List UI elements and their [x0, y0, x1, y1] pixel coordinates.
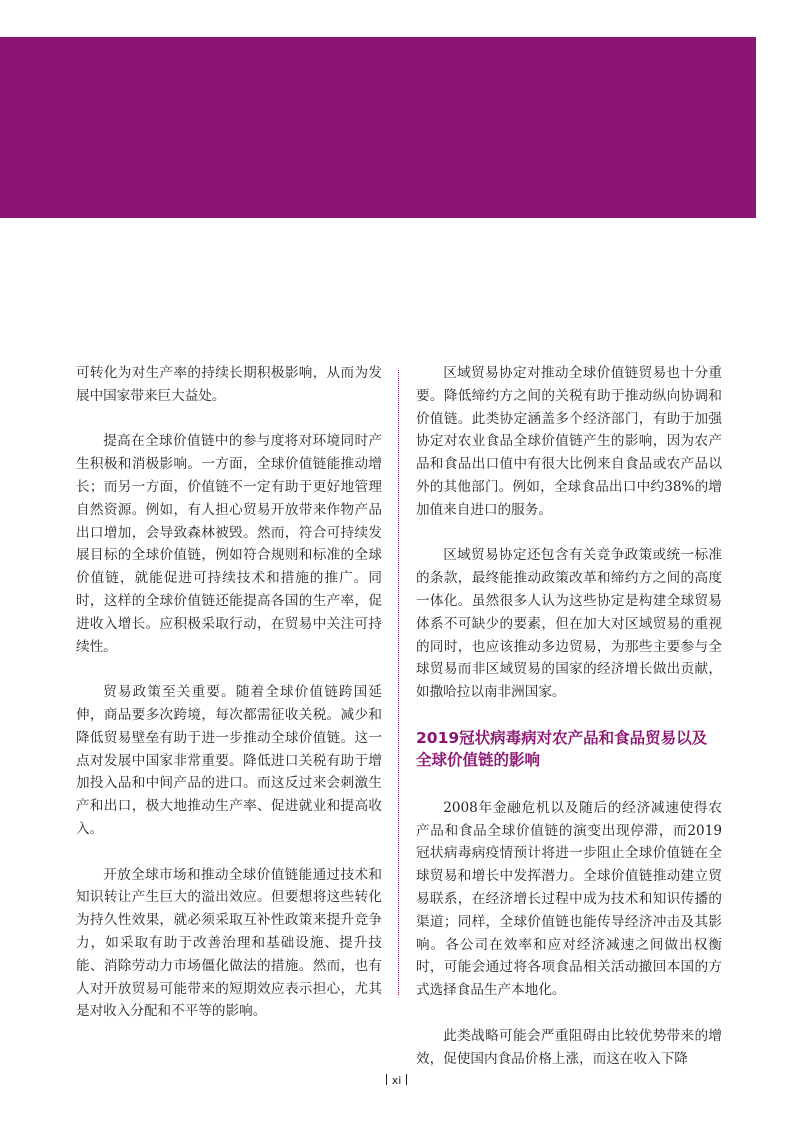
- header-banner: [0, 37, 756, 218]
- right-column: [416, 362, 722, 1093]
- section-heading: 2019冠状病毒病对农产品和食品贸易以及全球价值链的影响: [416, 728, 708, 769]
- page-number: [0, 1074, 793, 1087]
- paragraph: 开放全球市场和推动全球价值链能通过技术和知识转让产生巨大的溢出效应。但要想将这些转化为持久性效果，就必须采取互补性政策来提升竞争力，如采取有助于改善治理和基础设施、提升技能、消除劳动力市场僵化做法的措施。然而，也有人对开放贸易可能带来的短期效应表示担心，尤其是对收入分配和不平等的影响。: [76, 866, 382, 1020]
- page-number-bar-left: [386, 1074, 387, 1085]
- paragraph: 区域贸易协定对推动全球价值链贸易也十分重要。降低缔约方之间的关税有助于推动纵向协调和价值链。此类协定涵盖多个经济部门，有助于加强协定对农业食品全球价值链产生的影响，因为农产品和食品出口值中有很大比例来自食品或农产品以外的其他部门。例如，全球食品出口中约38%的增加值来自进口的服务。: [416, 365, 722, 518]
- paragraph: 贸易政策至关重要。随着全球价值链跨国延伸，商品要多次跨境，每次都需征收关税。减少和降低贸易壁垒有助于进一步推动全球价值链。这一点对发展中国家非常重要。降低进口关税有助于增加投入品和中间产品的进口。而这反过来会刺激生产和出口，极大地推动生产率、促进就业和提高收入。: [76, 684, 382, 837]
- paragraph: 此类战略可能会严重阻碍由比较优势带来的增效，促使国内食品价格上涨，而这在收入下降: [416, 1027, 722, 1067]
- paragraph: 提高在全球价值链中的参与度将对环境同时产生积极和消极影响。一方面，全球价值链能推动增长；而另一方面，价值链不一定有助于更好地管理自然资源。例如，有人担心贸易开放带来作物产品出口增加，会导致森林被毁。然而，符合可持续发展目标的全球价值链，例如符合规则和标准的全球价值链，就能促进可持续技术和措施的推广。同时，这样的全球价值链还能提高各国的生产率，促进收入增长。应积极采取行动，在贸易中关注可持续性。: [76, 433, 382, 655]
- paragraph: 2008年金融危机以及随后的经济减速使得农产品和食品全球价值链的演变出现停滞，而2019冠状病毒病疫情预计将进一步阻止全球价值链在全球贸易和增长中发挥潜力。全球价值链推动建立贸易联系，在经济增长过程中成为技术和知识传播的渠道；同样，全球价值链也能传导经济冲击及其影响。各公司在效率和应对经济减速之间做出权衡时，可能会通过将各项食品相关活动撤回本国的方式选择食品生产本地化。: [416, 799, 722, 999]
- page-number-text: xi: [391, 1074, 402, 1087]
- column-divider: [398, 370, 399, 995]
- paragraph: 区域贸易协定还包含有关竞争政策或统一标准的条款，最终能推动政策改革和缔约方之间的高度一体化。虽然很多人认为这些协定是构建全球贸易体系不可缺少的要素，但在加大对区域贸易的重视的同时，也应该推动多边贸易，为那些主要参与全球贸易而非区域贸易的国家的经济增长做出贡献，如撒哈拉以南非洲国家。: [416, 547, 722, 701]
- page-number-bar-right: [406, 1074, 407, 1085]
- left-column: [76, 362, 382, 1046]
- paragraph: 可转化为对生产率的持续长期积极影响，从而为发展中国家带来巨大益处。: [76, 365, 382, 404]
